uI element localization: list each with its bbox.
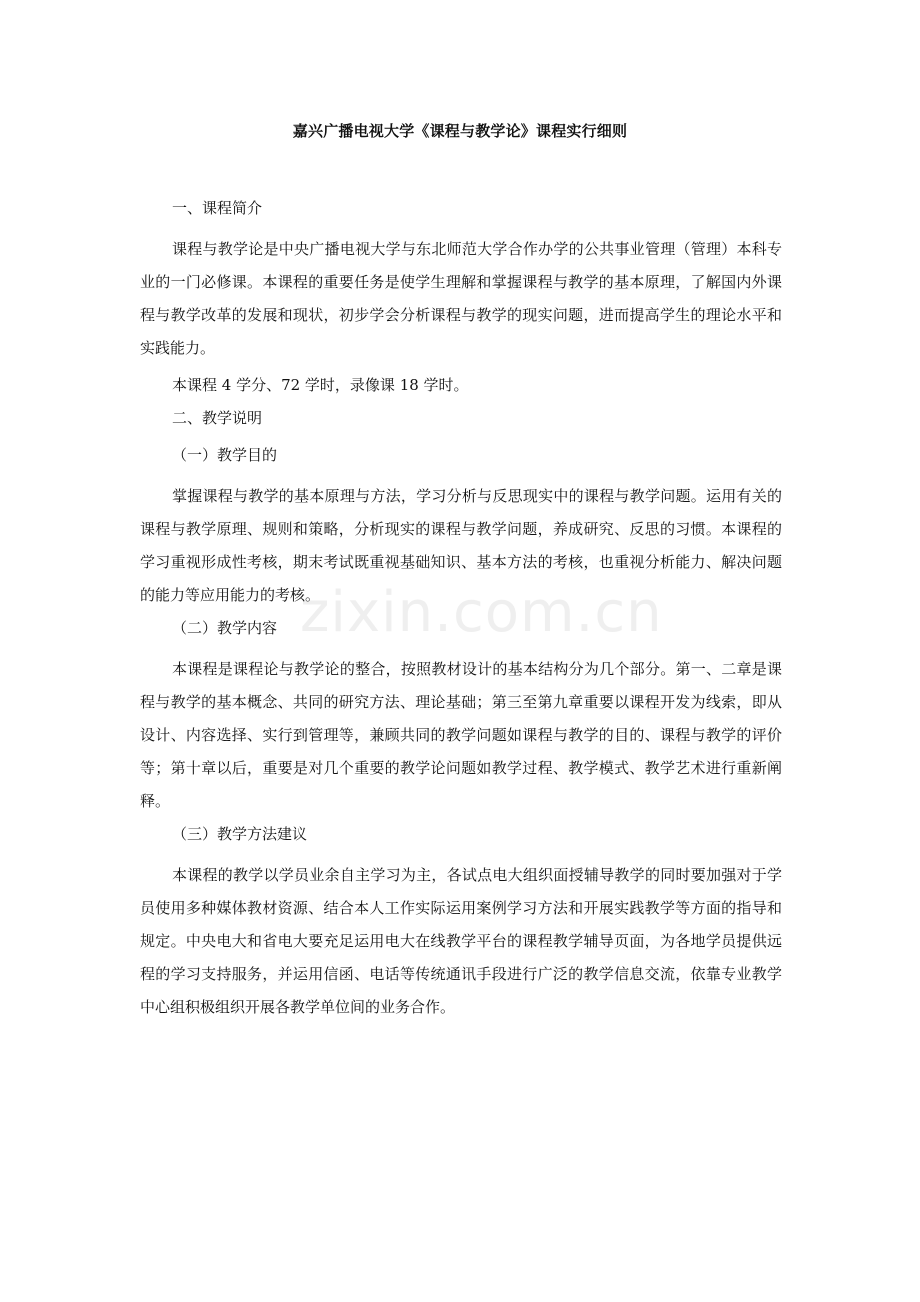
paragraph-teaching-methods: 本课程的教学以学员业余自主学习为主，各试点电大组织面授辅导教学的同时要加强对于学员使用多种媒体教材资源、结合本人工作实际运用案例学习方法和开展实践教学等方面的指导和规定。中央电大和省电大要充足运用电大在线教学平台的课程教学辅导页面，为各地学员提供远程的学习支持服务，并运用信函、电话等传统通讯手段进行广泛的教学信息交流，依靠专业教学中心组积极组织开展各教学单位间的业务合作。 (140, 866, 782, 1016)
section-heading-teaching-notes: 二、教学说明 (172, 409, 263, 427)
subsection-heading-teaching-methods: （三）教学方法建议 (172, 825, 308, 843)
document-body (140, 196, 782, 1028)
watermark: zixin.com.cn (300, 580, 663, 645)
document-title: 嘉兴广播电视大学《课程与教学论》课程实行细则 (292, 122, 628, 140)
subsection-heading-teaching-content: （二）教学内容 (172, 619, 278, 637)
paragraph-teaching-content: 本课程是课程论与教学论的整合，按照教材设计的基本结构分为几个部分。第一、二章是课程与教学的基本概念、共同的研究方法、理论基础；第三至第九章重要以课程开发为线索，即从设计、内容选择、实行到管理等，兼顾共同的教学问题如课程与教学的目的、课程与教学的评价等；第十章以后，重要是对几个重要的教学论问题如教学过程、教学模式、教学艺术进行重新阐释。 (140, 660, 782, 810)
subsection-heading-teaching-purpose: （一）教学目的 (172, 446, 278, 464)
section-heading-course-intro: 一、课程简介 (172, 199, 263, 217)
paragraph-course-intro: 课程与教学论是中央广播电视大学与东北师范大学合作办学的公共事业管理（管理）本科专业的一门必修课。本课程的重要任务是使学生理解和掌握课程与教学的基本原理，了解国内外课程与教学改革的发展和现状，初步学会分析课程与教学的现实问题，进而提高学生的理论水平和实践能力。 (140, 240, 782, 357)
paragraph-credits: 本课程 4 学分、72 学时，录像课 18 学时。 (172, 376, 469, 394)
paragraph-teaching-purpose: 掌握课程与教学的基本原理与方法，学习分析与反思现实中的课程与教学问题。运用有关的课程与教学原理、规则和策略，分析现实的课程与教学问题，养成研究、反思的习惯。本课程的学习重视形成性考核，期末考试既重视基础知识、基本方法的考核，也重视分析能力、解决问题的能力等应用能力的考核。 (140, 487, 782, 604)
